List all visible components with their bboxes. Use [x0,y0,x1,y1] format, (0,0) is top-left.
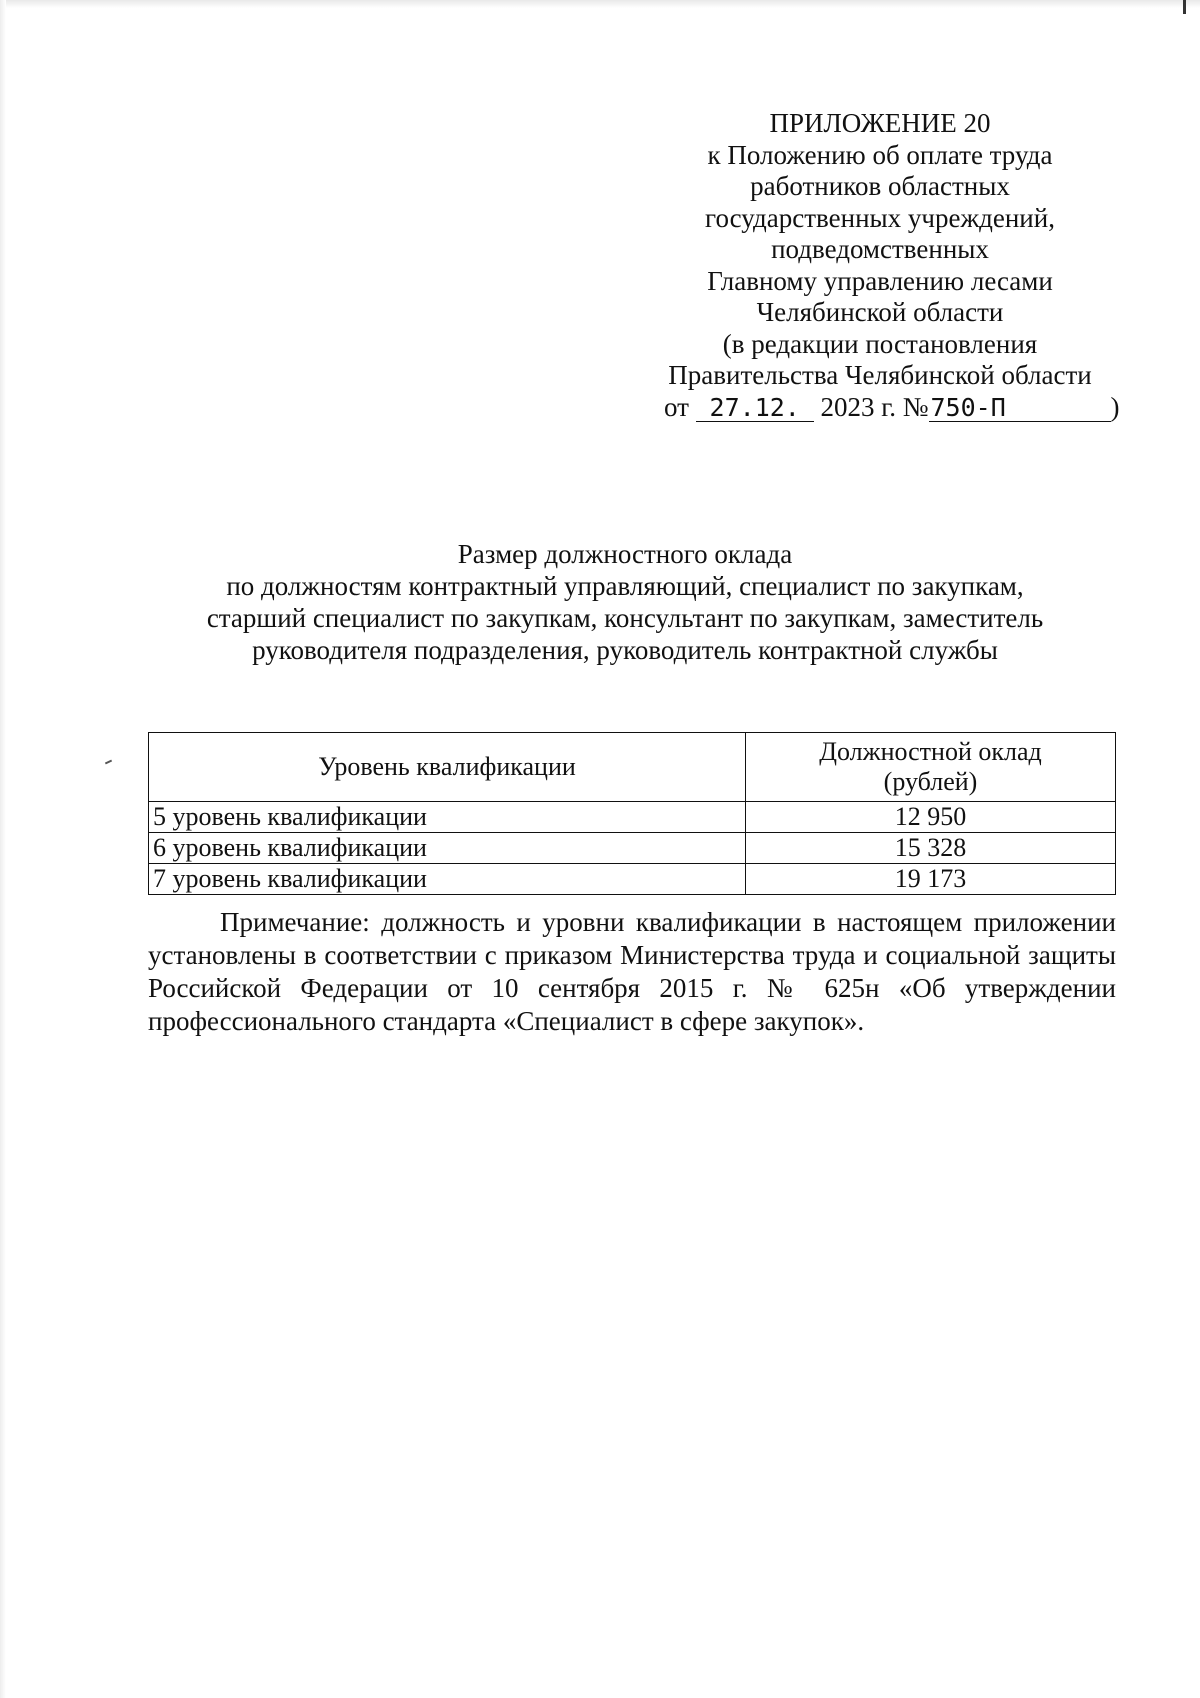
appendix-line: Челябинской области [756,297,1004,327]
title-line: руководителя подразделения, руководитель контрактной службы [252,635,998,665]
resolution-number-field: 750-П [929,395,1111,422]
appendix-title: ПРИЛОЖЕНИЕ 20 [769,108,991,138]
table-row [149,802,1116,833]
date-prefix: от [664,391,689,422]
closing-parenthesis: ) [1110,391,1120,422]
title-line: Размер должностного оклада [457,539,793,569]
title-line: старший специалист по закупкам, консультант по закупкам, заместитель [206,603,1044,633]
resolution-year: 2023 г. № [820,391,929,422]
qualification-level-cell: 6 уровень квалификации [149,833,746,864]
scan-edge-top [0,0,1200,8]
scan-edge-left [0,0,6,1698]
qualification-level-cell: 5 уровень квалификации [149,802,746,833]
note-paragraph: Примечание: должность и уровни квалификации в настоящем приложении установлены в соответствии с приказом Министерства труда и социальной защиты Российской Федерации от 10 сентября 2015 г. № 625н «Об утверждении профессионального стандарта «Специалист в сфере закупок». [148,907,1116,1036]
table-row [149,833,1116,864]
qualification-level-cell: 7 уровень квалификации [149,864,746,895]
title-line: по должностям контрактный управляющий, специалист по закупкам, [226,571,1024,601]
salary-cell: 12 950 [746,802,1116,833]
table-header-row [149,733,1116,802]
appendix-line: (в редакции постановления [722,328,1038,359]
appendix-line: подведомственных [771,234,989,264]
resolution-date-line [640,392,1120,424]
salary-cell: 15 328 [746,833,1116,864]
table-row [149,864,1116,895]
header-salary-line: Должностной оклад [819,737,1042,766]
appendix-line: работников областных [750,171,1010,201]
document-title [130,538,1120,666]
scan-stray-mark [105,760,112,765]
appendix-header [640,108,1120,423]
salary-table [148,732,1116,895]
appendix-line: к Положению об оплате труда [707,139,1053,170]
header-salary [746,733,1116,802]
appendix-line: Главному управлению лесами [707,265,1053,296]
header-salary-unit: (рублей) [883,767,978,796]
scan-corner-mark [1183,0,1186,14]
appendix-line: Правительства Челябинской области [668,360,1092,390]
resolution-date-field: 27.12. [696,395,814,422]
header-qualification-level: Уровень квалификации [149,733,746,802]
appendix-line: государственных учреждений, [705,202,1055,233]
salary-cell: 19 173 [746,864,1116,895]
